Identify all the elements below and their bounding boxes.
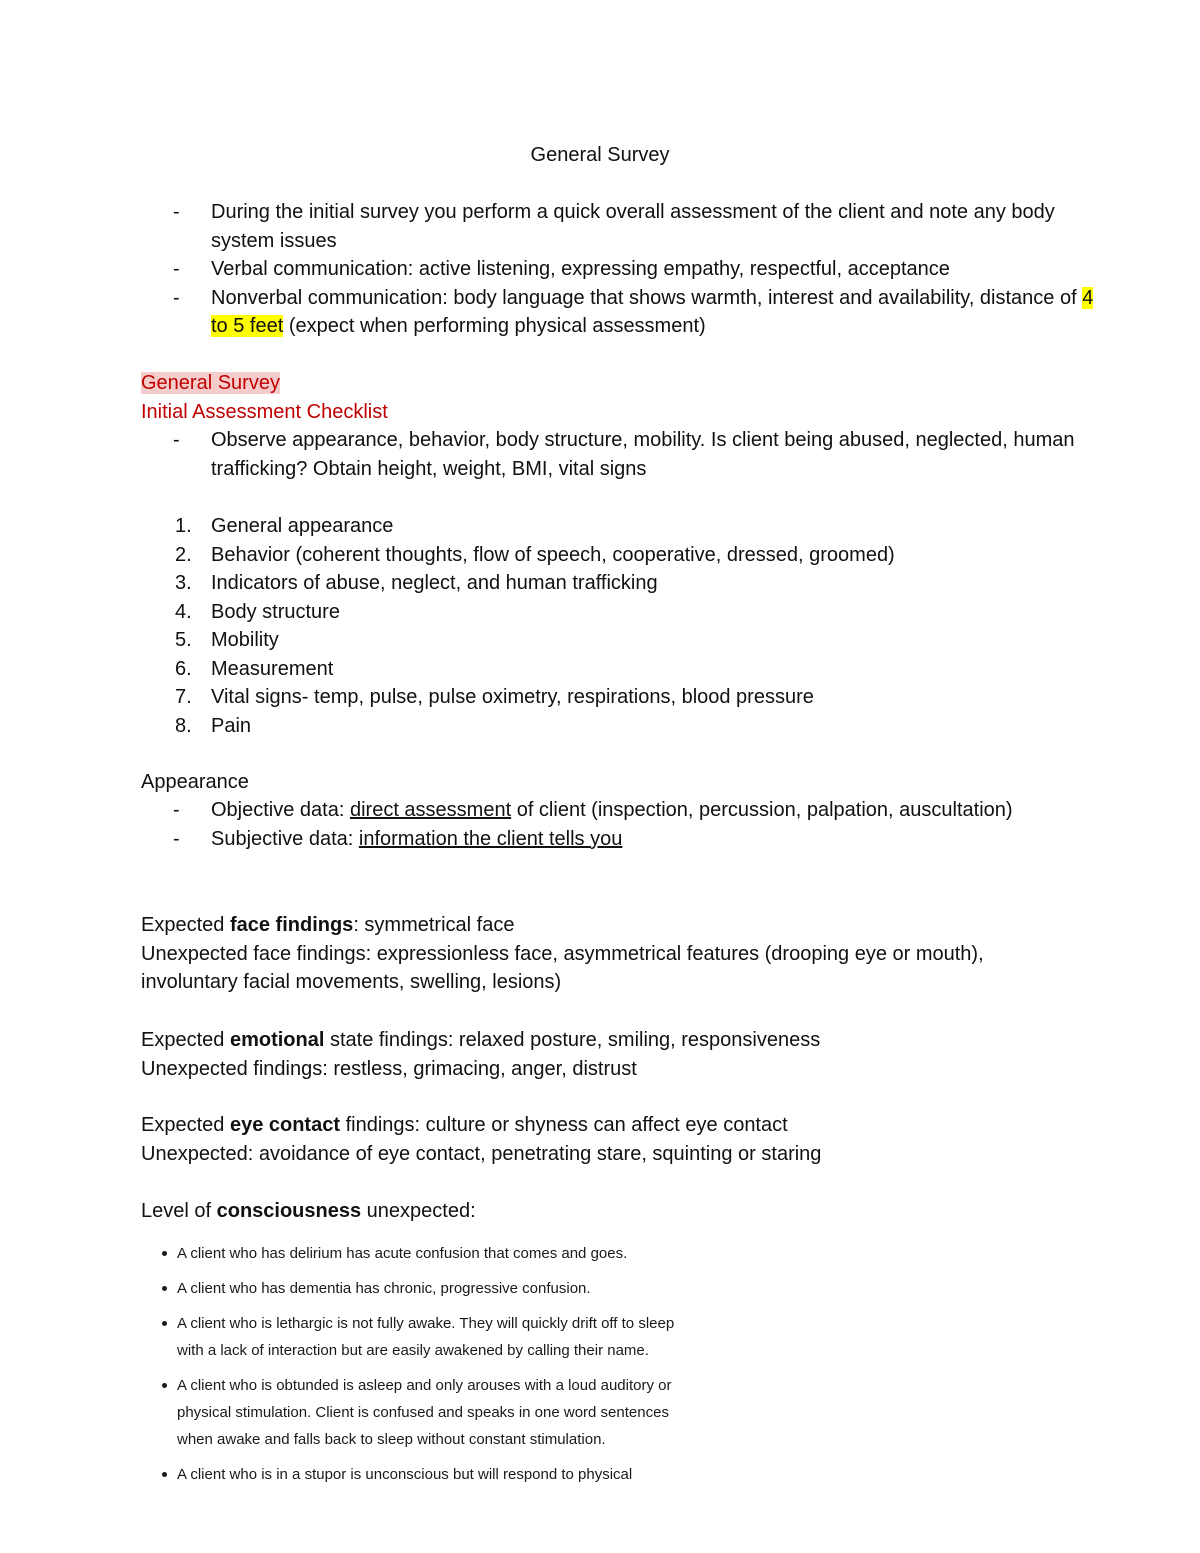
numbered-item [141, 712, 1111, 741]
section-heading: General Survey [141, 372, 280, 394]
dash-marker: - [173, 827, 180, 850]
line-text: Expected [141, 1114, 230, 1136]
consciousness-list [160, 1240, 697, 1496]
list-item [141, 284, 1111, 341]
bullet-item [160, 1310, 697, 1365]
unexpected-eye-contact-line: Unexpected: avoidance of eye contact, penetrating stare, squinting or staring [141, 1142, 822, 1165]
numbered-item [141, 541, 1111, 570]
numbered-item [141, 626, 1111, 655]
expected-face-line [141, 911, 1081, 940]
number-marker: 7. [175, 686, 192, 708]
list-item-text: Nonverbal communication: body language that shows warmth, interest and availability, distance of [211, 286, 1083, 309]
unexpected-face-line: Unexpected face findings: expressionless face, asymmetrical features (drooping eye or mouth), involuntary facial movements, swelling, lesions) [141, 942, 984, 993]
expected-emotional-line [141, 1026, 1081, 1055]
bullet-dot [162, 1286, 167, 1291]
expected-eye-contact-line [141, 1111, 1081, 1140]
dash-marker: - [173, 799, 180, 821]
list-item-text: Verbal communication: active listening, expressing empathy, respectful, acceptance [211, 258, 950, 280]
numbered-item-text: Body structure [211, 600, 340, 623]
bold-term: consciousness [216, 1200, 362, 1222]
dash-marker: - [173, 429, 180, 451]
list-item-label: Subjective data: [211, 827, 359, 850]
numbered-item [141, 598, 1111, 627]
dash-marker: - [173, 286, 180, 309]
emotional-findings-block [141, 1026, 1081, 1083]
appearance-heading-block [141, 768, 1081, 797]
bullet-item-text: A client who is obtunded is asleep and only arouses with a loud auditory or physical stimulation. Client is confused and speaks in one word sentences when awake and falls back to sleep without constant stimulation. [177, 1376, 672, 1449]
bullet-dot [162, 1383, 167, 1388]
bold-term: eye contact [229, 1114, 341, 1136]
number-marker: 1. [175, 515, 192, 537]
line-text: findings: culture or shyness can affect eye contact [340, 1114, 788, 1136]
consciousness-block [141, 1197, 1081, 1226]
page-title: General Survey [530, 144, 670, 166]
unexpected-emotional-line: Unexpected findings: restless, grimacing, anger, distrust [141, 1057, 637, 1080]
appearance-heading: Appearance [141, 771, 249, 793]
bullet-dot [162, 1321, 167, 1326]
bullet-item [160, 1461, 697, 1488]
consciousness-heading [141, 1197, 1081, 1226]
numbered-item [141, 683, 1111, 712]
numbered-item-text: Mobility [211, 629, 279, 651]
line-text: Expected [141, 1029, 230, 1051]
number-marker: 6. [175, 657, 192, 680]
bullet-dot [162, 1472, 167, 1477]
list-item-text: During the initial survey you perform a quick overall assessment of the client and note any body system issues [211, 201, 1055, 252]
list-item [141, 426, 1111, 483]
line-text: unexpected: [361, 1200, 476, 1222]
bullet-item-text: A client who is in a stupor is unconscious but will respond to physical [177, 1466, 633, 1484]
list-item [141, 255, 1111, 284]
list-item-label: Objective data: [211, 799, 350, 821]
number-marker: 5. [175, 629, 192, 651]
numbered-item-text: Behavior (coherent thoughts, flow of speech, cooperative, dressed, groomed) [211, 543, 895, 566]
bullet-item-text: A client who is lethargic is not fully awake. They will quickly drift off to sleep with a lack of interaction but are easily awakened by calling their name. [177, 1314, 675, 1359]
list-item-text: Observe appearance, behavior, body structure, mobility. Is client being abused, neglected, human trafficking? Obtain height, weight, BMI, vital signs [211, 429, 1075, 480]
bold-term: face findings [229, 914, 354, 936]
face-findings-block [141, 911, 1081, 997]
highlighted-distance: 4 to 5 feet [211, 286, 1094, 337]
numbered-item-text: General appearance [211, 515, 394, 537]
line-text: : symmetrical face [353, 914, 515, 936]
list-item [141, 198, 1111, 255]
numbered-item [141, 655, 1111, 684]
dash-marker: - [173, 201, 180, 223]
underlined-term: information the client tells you [358, 827, 623, 850]
line-text: state findings: relaxed posture, smiling, responsiveness [324, 1029, 821, 1051]
bullet-dot [162, 1251, 167, 1256]
eye-contact-findings-block [141, 1111, 1081, 1168]
bullet-item [160, 1372, 697, 1454]
numbered-item-text: Vital signs- temp, pulse, pulse oximetry, respirations, blood pressure [211, 686, 814, 708]
bullet-item-text: A client who has delirium has acute confusion that comes and goes. [177, 1245, 628, 1262]
appearance-list [141, 796, 1111, 853]
bullet-item [160, 1240, 697, 1267]
number-marker: 2. [175, 543, 192, 566]
checklist-intro-list [141, 426, 1111, 483]
checklist-numbered-list [141, 512, 1111, 740]
list-item-text: (expect when performing physical assessment) [283, 315, 706, 337]
list-item [141, 796, 1111, 825]
number-marker: 4. [175, 600, 192, 623]
list-item [141, 825, 1111, 854]
numbered-item-text: Measurement [211, 657, 334, 680]
number-marker: 8. [175, 714, 192, 737]
bullet-item [160, 1275, 697, 1302]
checklist-heading: Initial Assessment Checklist [141, 400, 388, 423]
numbered-item-text: Indicators of abuse, neglect, and human trafficking [211, 572, 658, 594]
bullet-item-text: A client who has dementia has chronic, progressive confusion. [177, 1279, 591, 1297]
number-marker: 3. [175, 572, 192, 594]
numbered-item-text: Pain [211, 714, 252, 737]
intro-list [141, 198, 1111, 341]
section-heading-block [141, 369, 388, 426]
numbered-item [141, 569, 1111, 598]
line-text: Expected [141, 914, 230, 936]
dash-marker: - [173, 258, 180, 280]
list-item-text: of client (inspection, percussion, palpation, auscultation) [511, 799, 1013, 821]
underlined-term: direct assessment [349, 799, 512, 821]
numbered-item [141, 512, 1111, 541]
line-text: Level of [141, 1200, 217, 1222]
bold-term: emotional [229, 1029, 325, 1051]
